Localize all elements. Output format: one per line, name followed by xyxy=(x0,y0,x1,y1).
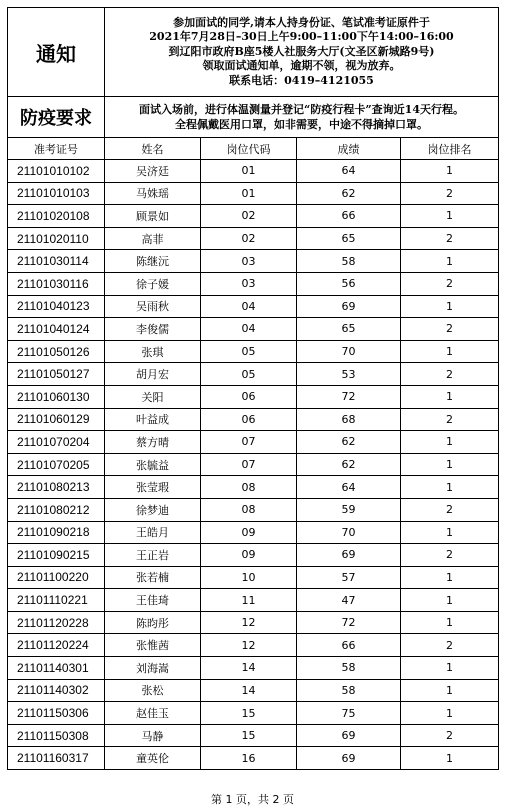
position-code-cell: 12 xyxy=(201,611,297,634)
name-cell: 童英伦 xyxy=(105,747,201,770)
exam-id-cell: 21101150308 xyxy=(8,724,105,747)
exam-id-cell: 21101070205 xyxy=(8,453,105,476)
exam-id-cell: 21101070204 xyxy=(8,431,105,454)
name-cell: 王佳琦 xyxy=(105,589,201,612)
name-cell: 吴济廷 xyxy=(105,160,201,183)
position-code-cell: 15 xyxy=(201,724,297,747)
position-code-cell: 09 xyxy=(201,544,297,567)
exam-id-cell: 21101040123 xyxy=(8,295,105,318)
score-cell: 69 xyxy=(297,724,401,747)
score-cell: 64 xyxy=(297,160,401,183)
rank-cell: 1 xyxy=(401,566,499,589)
score-cell: 75 xyxy=(297,702,401,725)
notice-line: 参加面试的同学,请本人持身份证、笔试准考证原件于 xyxy=(173,15,430,29)
rank-cell: 1 xyxy=(401,476,499,499)
score-cell: 68 xyxy=(297,408,401,431)
exam-id-cell: 21101030116 xyxy=(8,272,105,295)
notice-row xyxy=(8,8,499,97)
exam-id-cell: 21101090215 xyxy=(8,544,105,567)
name-cell: 高菲 xyxy=(105,227,201,250)
rank-cell: 1 xyxy=(401,747,499,770)
position-code-cell: 08 xyxy=(201,498,297,521)
table-row xyxy=(8,385,499,408)
position-code-cell: 14 xyxy=(201,657,297,680)
exam-id-cell: 21101080213 xyxy=(8,476,105,499)
position-code-cell: 06 xyxy=(201,385,297,408)
epidemic-line: 面试入场前，进行体温测量并登记“防疫行程卡”查询近14天行程。 xyxy=(139,103,464,116)
rank-cell: 1 xyxy=(401,589,499,612)
exam-id-cell: 21101030114 xyxy=(8,250,105,273)
position-code-cell: 05 xyxy=(201,363,297,386)
table-row xyxy=(8,702,499,725)
rank-cell: 2 xyxy=(401,634,499,657)
notice-line: 2021年7月28日–30日上午9:00–11:00下午14:00–16:00 xyxy=(149,30,454,44)
table-row xyxy=(8,634,499,657)
name-cell: 张松 xyxy=(105,679,201,702)
name-cell: 马静 xyxy=(105,724,201,747)
rank-cell: 1 xyxy=(401,702,499,725)
exam-id-cell: 21101050127 xyxy=(8,363,105,386)
name-cell: 张惟茜 xyxy=(105,634,201,657)
position-code-cell: 12 xyxy=(201,634,297,657)
position-code-cell: 03 xyxy=(201,272,297,295)
rank-cell: 2 xyxy=(401,408,499,431)
name-cell: 刘海嵩 xyxy=(105,657,201,680)
exam-id-cell: 21101020108 xyxy=(8,205,105,228)
notice-label: 通知 xyxy=(8,8,105,97)
position-code-cell: 15 xyxy=(201,702,297,725)
rank-cell: 2 xyxy=(401,182,499,205)
table-row xyxy=(8,544,499,567)
position-code-cell: 07 xyxy=(201,431,297,454)
score-cell: 66 xyxy=(297,205,401,228)
score-cell: 57 xyxy=(297,566,401,589)
rank-cell: 1 xyxy=(401,160,499,183)
epidemic-row xyxy=(8,97,499,138)
rank-cell: 1 xyxy=(401,205,499,228)
score-cell: 69 xyxy=(297,295,401,318)
rank-cell: 2 xyxy=(401,272,499,295)
name-cell: 陈继沅 xyxy=(105,250,201,273)
score-cell: 58 xyxy=(297,679,401,702)
name-cell: 陈昀彤 xyxy=(105,611,201,634)
rank-cell: 1 xyxy=(401,521,499,544)
table-row xyxy=(8,160,499,183)
exam-id-cell: 21101060130 xyxy=(8,385,105,408)
table-row xyxy=(8,227,499,250)
rank-cell: 1 xyxy=(401,340,499,363)
table-row xyxy=(8,724,499,747)
exam-id-cell: 21101010102 xyxy=(8,160,105,183)
score-cell: 69 xyxy=(297,747,401,770)
name-cell: 叶益成 xyxy=(105,408,201,431)
epidemic-text xyxy=(105,97,499,138)
rank-cell: 2 xyxy=(401,724,499,747)
column-header-score: 成绩 xyxy=(297,138,401,160)
score-cell: 62 xyxy=(297,431,401,454)
rank-cell: 2 xyxy=(401,227,499,250)
name-cell: 吴雨秋 xyxy=(105,295,201,318)
position-code-cell: 11 xyxy=(201,589,297,612)
name-cell: 胡月宏 xyxy=(105,363,201,386)
epidemic-line: 全程佩戴医用口罩，如非需要，中途不得摘掉口罩。 xyxy=(175,118,428,131)
table-row xyxy=(8,589,499,612)
name-cell: 赵佳玉 xyxy=(105,702,201,725)
table-row xyxy=(8,250,499,273)
score-cell: 62 xyxy=(297,182,401,205)
name-cell: 王正岩 xyxy=(105,544,201,567)
rank-cell: 1 xyxy=(401,385,499,408)
page-footer: 第 1 页，共 2 页 xyxy=(211,793,294,806)
table-row xyxy=(8,408,499,431)
score-cell: 58 xyxy=(297,657,401,680)
table-row xyxy=(8,476,499,499)
score-cell: 69 xyxy=(297,544,401,567)
table-row xyxy=(8,205,499,228)
score-cell: 65 xyxy=(297,227,401,250)
rank-cell: 2 xyxy=(401,318,499,341)
score-cell: 72 xyxy=(297,611,401,634)
rank-cell: 1 xyxy=(401,295,499,318)
name-cell: 关阳 xyxy=(105,385,201,408)
rank-cell: 1 xyxy=(401,657,499,680)
table-row xyxy=(8,453,499,476)
score-cell: 53 xyxy=(297,363,401,386)
table-row xyxy=(8,611,499,634)
position-code-cell: 06 xyxy=(201,408,297,431)
notice-line: 联系电话：0419–4121055 xyxy=(229,73,374,87)
exam-id-cell: 21101010103 xyxy=(8,182,105,205)
score-cell: 58 xyxy=(297,250,401,273)
name-cell: 徐子媛 xyxy=(105,272,201,295)
rank-cell: 1 xyxy=(401,250,499,273)
table-row xyxy=(8,521,499,544)
exam-id-cell: 21101120228 xyxy=(8,611,105,634)
position-code-cell: 08 xyxy=(201,476,297,499)
rank-cell: 1 xyxy=(401,431,499,454)
notice-line: 领取面试通知单，逾期不领，视为放弃。 xyxy=(202,59,401,73)
column-header-exam-id: 准考证号 xyxy=(8,138,105,160)
score-cell: 70 xyxy=(297,340,401,363)
table-row xyxy=(8,431,499,454)
position-code-cell: 01 xyxy=(201,182,297,205)
position-code-cell: 09 xyxy=(201,521,297,544)
position-code-cell: 07 xyxy=(201,453,297,476)
score-cell: 56 xyxy=(297,272,401,295)
position-code-cell: 02 xyxy=(201,227,297,250)
column-header-position-code: 岗位代码 xyxy=(201,138,297,160)
exam-id-cell: 21101100220 xyxy=(8,566,105,589)
name-cell: 蔡方晴 xyxy=(105,431,201,454)
score-cell: 59 xyxy=(297,498,401,521)
position-code-cell: 04 xyxy=(201,318,297,341)
exam-id-cell: 21101110221 xyxy=(8,589,105,612)
rank-cell: 1 xyxy=(401,679,499,702)
table-row xyxy=(8,657,499,680)
position-code-cell: 16 xyxy=(201,747,297,770)
name-cell: 徐梦迪 xyxy=(105,498,201,521)
score-cell: 72 xyxy=(297,385,401,408)
name-cell: 李俊儒 xyxy=(105,318,201,341)
score-cell: 62 xyxy=(297,453,401,476)
table-row xyxy=(8,318,499,341)
rank-cell: 2 xyxy=(401,544,499,567)
exam-id-cell: 21101120224 xyxy=(8,634,105,657)
name-cell: 王皓月 xyxy=(105,521,201,544)
position-code-cell: 01 xyxy=(201,160,297,183)
position-code-cell: 02 xyxy=(201,205,297,228)
exam-id-cell: 21101160317 xyxy=(8,747,105,770)
table-row xyxy=(8,498,499,521)
name-cell: 张若楠 xyxy=(105,566,201,589)
column-header-name: 姓名 xyxy=(105,138,201,160)
notice-line: 到辽阳市政府B座5楼人社服务大厅(文圣区新城路9号) xyxy=(168,44,435,58)
exam-id-cell: 21101060129 xyxy=(8,408,105,431)
position-code-cell: 10 xyxy=(201,566,297,589)
exam-id-cell: 21101150306 xyxy=(8,702,105,725)
exam-id-cell: 21101020110 xyxy=(8,227,105,250)
score-cell: 65 xyxy=(297,318,401,341)
name-cell: 张毓益 xyxy=(105,453,201,476)
score-cell: 64 xyxy=(297,476,401,499)
score-cell: 66 xyxy=(297,634,401,657)
exam-id-cell: 21101140302 xyxy=(8,679,105,702)
table-row xyxy=(8,747,499,770)
exam-id-cell: 21101140301 xyxy=(8,657,105,680)
position-code-cell: 14 xyxy=(201,679,297,702)
column-header-rank: 岗位排名 xyxy=(401,138,499,160)
table-row xyxy=(8,566,499,589)
table-row xyxy=(8,272,499,295)
rank-cell: 2 xyxy=(401,498,499,521)
position-code-cell: 04 xyxy=(201,295,297,318)
results-table xyxy=(7,7,499,770)
rank-cell: 1 xyxy=(401,611,499,634)
table-row xyxy=(8,363,499,386)
score-cell: 47 xyxy=(297,589,401,612)
table-row xyxy=(8,679,499,702)
notice-text xyxy=(105,8,499,97)
name-cell: 张琪 xyxy=(105,340,201,363)
epidemic-label: 防疫要求 xyxy=(8,97,105,138)
position-code-cell: 03 xyxy=(201,250,297,273)
rank-cell: 2 xyxy=(401,363,499,386)
exam-id-cell: 21101040124 xyxy=(8,318,105,341)
notice-document xyxy=(7,7,498,770)
position-code-cell: 05 xyxy=(201,340,297,363)
table-row xyxy=(8,182,499,205)
name-cell: 顾景如 xyxy=(105,205,201,228)
exam-id-cell: 21101050126 xyxy=(8,340,105,363)
name-cell: 马姝瑶 xyxy=(105,182,201,205)
table-row xyxy=(8,340,499,363)
exam-id-cell: 21101080212 xyxy=(8,498,105,521)
table-row xyxy=(8,295,499,318)
name-cell: 张莹瑕 xyxy=(105,476,201,499)
table-header-row xyxy=(8,138,499,160)
score-cell: 70 xyxy=(297,521,401,544)
exam-id-cell: 21101090218 xyxy=(8,521,105,544)
rank-cell: 1 xyxy=(401,453,499,476)
